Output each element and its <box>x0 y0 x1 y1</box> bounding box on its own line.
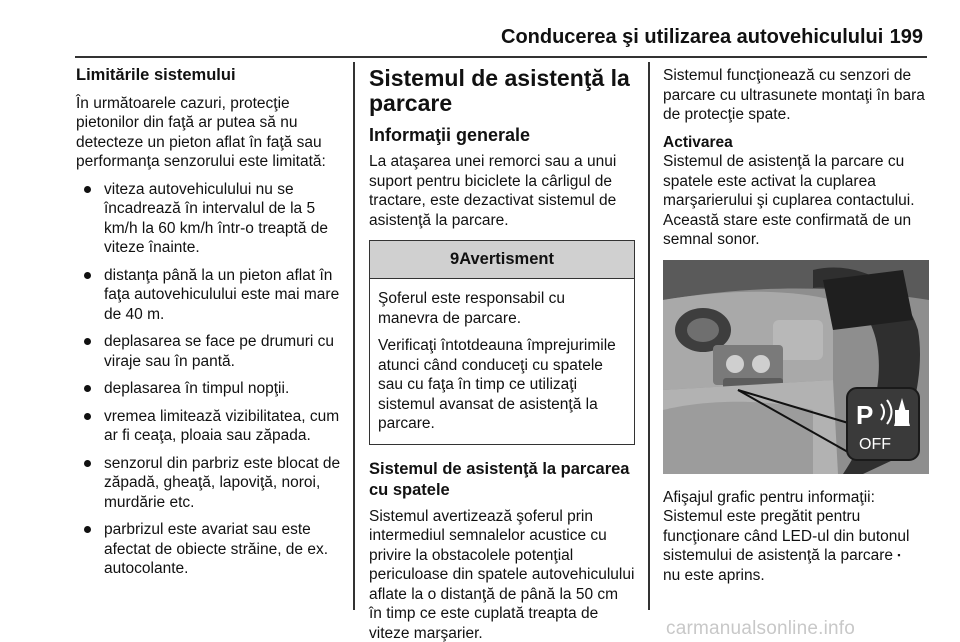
header-title: Conducerea şi utilizarea autovehiculului <box>501 26 884 48</box>
bullet-icon <box>84 272 91 279</box>
bullet-icon <box>84 186 91 193</box>
bullet-icon <box>84 385 91 392</box>
warning-text: Şoferul este responsabil cu manevra de parcare. <box>378 290 565 327</box>
bullet-icon <box>84 460 91 467</box>
rear-assist-heading: Sistemul de asistenţă la parcarea cu spatele <box>369 459 630 499</box>
column-divider <box>353 62 355 610</box>
sensors-text: Sistemul funcţionează cu senzori de parcare cu ultrasunete montaţi în bara de protecţie spate. <box>663 67 925 123</box>
list-item: parbrizul este avariat sau este afectat de obiecte străine, de ex. autocolante. <box>76 520 342 579</box>
limitations-list <box>76 180 342 579</box>
activation-heading: Activarea <box>663 133 733 151</box>
column-activation <box>663 66 929 593</box>
list-item: distanţa până la un pieton aflat în faţa autovehiculului este mai mare de 40 m. <box>76 266 342 325</box>
activation-text: Sistemul de asistenţă la parcare cu spatele este activat la cuplarea marşarierului şi cuplarea contactului. Această stare este confirmată de un semnal sonor. <box>663 153 915 248</box>
list-item: viteza autovehiculului nu se încadrează în intervalul de la 5 km/h la 60 km/h într-o treaptă de viteze înainte. <box>76 180 342 258</box>
list-item: vremea limitează vizibilitatea, cum ar fi ceaţa, ploaia sau zăpada. <box>76 407 342 446</box>
bullet-icon <box>84 413 91 420</box>
general-info-heading: Informaţii generale <box>369 125 531 145</box>
limitations-heading: Limitările sistemului <box>76 66 236 84</box>
column-divider <box>648 62 650 610</box>
column-limitations <box>76 66 342 587</box>
page-header <box>75 24 927 58</box>
general-info-text: La ataşarea unei remorci sau a unui suport pentru biciclete la cârligul de tractare, este dezactivat sistemul de asistenţă la parcare. <box>369 153 617 229</box>
button-off-label: OFF <box>859 435 891 453</box>
dashboard-illustration <box>663 260 929 474</box>
dashboard-photo <box>663 260 929 474</box>
watermark: carmanualsonline.info <box>666 618 856 639</box>
section-title: Sistemul de asistenţă la parcare <box>369 65 630 116</box>
button-p-label: P <box>856 399 874 430</box>
column-parking-assist <box>369 66 635 642</box>
bullet-icon <box>84 526 91 533</box>
bullet-icon <box>84 338 91 345</box>
page-number: 199 <box>889 26 923 48</box>
list-item: deplasarea se face pe drumuri cu viraje sau în pantă. <box>76 332 342 371</box>
warning-icon: 9 <box>450 249 460 268</box>
display-info-text: Afişajul grafic pentru informaţii: Sistemul este pregătit pentru funcţionare când LED-ul din butonul sistemului de asistenţă la parcare ▪ nu este aprins. <box>663 488 910 584</box>
warning-text: Verificaţi întotdeauna împrejurimile atunci când conduceţi cu spatele sau cu faţa în timp ce utilizaţi sistemul avansat de asistenţă la parcare. <box>378 337 616 432</box>
warning-header <box>370 241 634 279</box>
list-item: deplasarea în timpul nopţii. <box>76 379 342 399</box>
limitations-intro: În următoarele cazuri, protecţie pietonilor din faţă ar putea să nu detecteze un pieton aflat în faţă sau performanţa senzorului este limitată: <box>76 94 326 170</box>
parking-button-icon: ▪ <box>897 550 901 560</box>
warning-body <box>370 279 634 444</box>
warning-box <box>369 240 635 445</box>
rear-assist-text: Sistemul avertizează şoferul prin intermediul semnalelor acustice cu privire la obstacolele potenţial periculoase din spatele autovehiculului aflate la o distanţă de până la 50 cm în timp ce este cuplată treapta de viteze marşarier. <box>369 507 635 642</box>
warning-title: Avertisment <box>459 249 554 268</box>
list-item: senzorul din parbriz este blocat de zăpadă, gheaţă, lapoviţă, noroi, murdărie etc. <box>76 454 342 513</box>
